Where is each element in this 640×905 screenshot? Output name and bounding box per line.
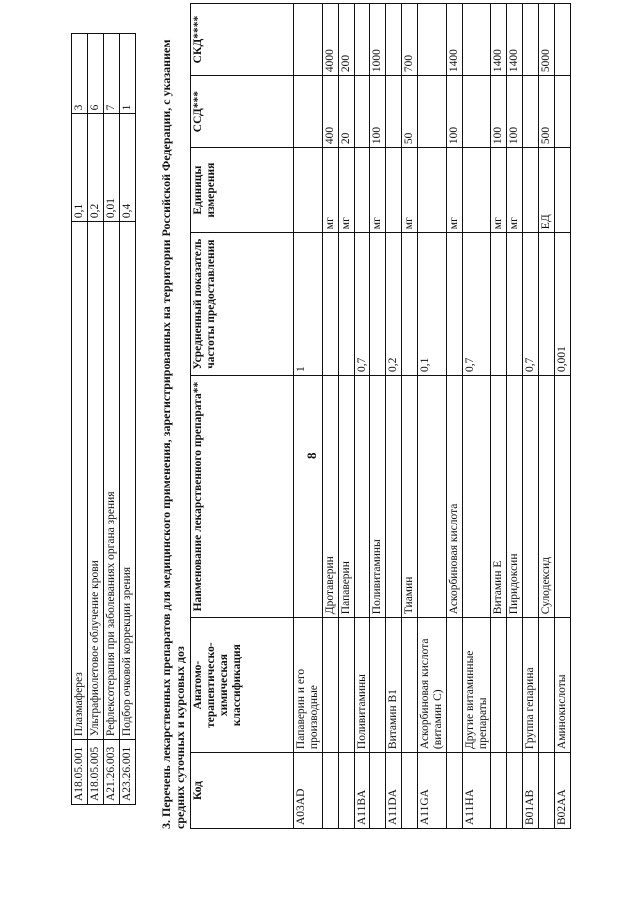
drug-code-empty (491, 753, 507, 829)
drug-atc-empty (322, 618, 338, 753)
group-frequency: 1 (294, 233, 323, 376)
group-code: B02AA (554, 753, 570, 829)
drug-code-empty (539, 753, 555, 829)
drug-skd: 1000 (370, 4, 386, 76)
drug-code-empty (507, 753, 523, 829)
service-frequency: 0,4 (119, 114, 135, 222)
group-ssd-empty (554, 76, 570, 148)
drug-name: Сулодексид (539, 375, 555, 617)
drug-atc-empty (370, 618, 386, 753)
service-row (103, 34, 119, 805)
group-code: A03AD (294, 753, 323, 829)
service-name: Рефлексотерапия при заболеваниях органа зрения (103, 222, 119, 740)
group-atc: Витамин В1 (386, 618, 402, 753)
group-skd-empty (354, 4, 370, 76)
drug-atc-empty (402, 618, 418, 753)
group-unit-empty (354, 148, 370, 233)
group-drug-empty (554, 375, 570, 617)
group-atc: Аскорбиновая кислота (витамин С) (418, 618, 447, 753)
drug-frequency-empty (370, 233, 386, 376)
drug-group-row (386, 4, 402, 829)
page-number: 8 (304, 452, 319, 459)
service-count: 3 (72, 34, 88, 114)
drug-unit: мг (370, 148, 386, 233)
drug-atc-empty (446, 618, 462, 753)
group-drug-empty (354, 375, 370, 617)
group-code: A11BA (354, 753, 370, 829)
group-frequency: 0,001 (554, 233, 570, 376)
section-heading: 3. Перечень лекарственных препаратов для медицинского применения, зарегистрированных на территории Российской Федерации, с указанием средних суточных и курсовых доз (159, 39, 187, 829)
group-unit-empty (418, 148, 447, 233)
service-name: Ультрафиолетовое облучение крови (87, 222, 103, 740)
drug-group-row (294, 4, 323, 829)
drug-code-empty (446, 753, 462, 829)
service-name: Подбор очковой коррекции зрения (119, 222, 135, 740)
drug-code-empty (322, 753, 338, 829)
group-skd-empty (386, 4, 402, 76)
service-name: Плазмаферез (72, 222, 88, 740)
header-skd: СКД**** (191, 4, 294, 76)
drug-ssd: 20 (338, 76, 354, 148)
drug-ssd: 50 (402, 76, 418, 148)
drug-skd: 4000 (322, 4, 338, 76)
group-ssd-empty (354, 76, 370, 148)
drug-skd: 1400 (491, 4, 507, 76)
group-atc: Другие витаминные препараты (462, 618, 491, 753)
drug-name: Витамин Е (491, 375, 507, 617)
group-unit-empty (294, 148, 323, 233)
group-unit-empty (523, 148, 539, 233)
group-drug-empty (418, 375, 447, 617)
group-unit-empty (462, 148, 491, 233)
drug-name: Дротаверин (322, 375, 338, 617)
drug-ssd: 400 (322, 76, 338, 148)
service-code: A23.26.001 (119, 740, 135, 805)
drug-ssd: 100 (507, 76, 523, 148)
group-atc: Поливитамины (354, 618, 370, 753)
group-skd-empty (523, 4, 539, 76)
drug-group-row (523, 4, 539, 829)
drugs-table-header (191, 4, 294, 829)
drug-group-row (418, 4, 447, 829)
drug-frequency-empty (491, 233, 507, 376)
service-row (119, 34, 135, 805)
drug-ssd: 100 (491, 76, 507, 148)
drug-name: Поливитамины (370, 375, 386, 617)
drug-unit: мг (446, 148, 462, 233)
header-code: Код (191, 753, 294, 829)
drug-unit: мг (507, 148, 523, 233)
group-ssd-empty (386, 76, 402, 148)
drug-atc-empty (539, 618, 555, 753)
group-code: A11DA (386, 753, 402, 829)
group-code: B01AB (523, 753, 539, 829)
group-atc: Папаверин и его производные (294, 618, 323, 753)
group-code: A11GA (418, 753, 447, 829)
drugs-table (190, 3, 571, 829)
drug-ssd: 100 (370, 76, 386, 148)
group-unit-empty (554, 148, 570, 233)
header-frequency: Усредненный показатель частоты предоставления (191, 233, 294, 376)
drug-row (402, 4, 418, 829)
drug-name: Аскорбиновая кислота (446, 375, 462, 617)
drug-code-empty (370, 753, 386, 829)
drug-skd: 1400 (507, 4, 523, 76)
group-unit-empty (386, 148, 402, 233)
drug-name: Тиамин (402, 375, 418, 617)
service-row (72, 34, 88, 805)
group-skd-empty (462, 4, 491, 76)
drug-group-row (554, 4, 570, 829)
group-drug-empty (386, 375, 402, 617)
group-drug-empty (462, 375, 491, 617)
drug-name: Пиридоксин (507, 375, 523, 617)
drug-unit: ЕД (539, 148, 555, 233)
service-code: A21.26.003 (103, 740, 119, 805)
drug-frequency-empty (402, 233, 418, 376)
drug-unit: мг (402, 148, 418, 233)
drug-skd: 200 (338, 4, 354, 76)
services-table (71, 33, 136, 805)
group-frequency: 0,7 (462, 233, 491, 376)
drug-frequency-empty (539, 233, 555, 376)
group-drug-empty (523, 375, 539, 617)
service-count: 7 (103, 34, 119, 114)
header-unit: Единицы измерения (191, 148, 294, 233)
service-row (87, 34, 103, 805)
drug-frequency-empty (446, 233, 462, 376)
group-atc: Группа гепарина (523, 618, 539, 753)
group-ssd-empty (294, 76, 323, 148)
group-ssd-empty (418, 76, 447, 148)
group-skd-empty (294, 4, 323, 76)
drug-unit: мг (491, 148, 507, 233)
drug-code-empty (402, 753, 418, 829)
drug-name: Папаверин (338, 375, 354, 617)
group-atc: Аминокислоты (554, 618, 570, 753)
drug-row (446, 4, 462, 829)
header-drug: Наименование лекарственного препарата** (191, 375, 294, 617)
drug-atc-empty (338, 618, 354, 753)
group-frequency: 0,7 (354, 233, 370, 376)
service-frequency: 0,2 (87, 114, 103, 222)
group-ssd-empty (523, 76, 539, 148)
group-drug-empty (294, 375, 323, 617)
group-frequency: 0,7 (523, 233, 539, 376)
drug-ssd: 500 (539, 76, 555, 148)
drug-row (491, 4, 507, 829)
drug-unit: мг (322, 148, 338, 233)
drug-group-row (354, 4, 370, 829)
drug-row (338, 4, 354, 829)
drug-row (322, 4, 338, 829)
drug-frequency-empty (322, 233, 338, 376)
service-frequency: 0,1 (72, 114, 88, 222)
drug-atc-empty (507, 618, 523, 753)
group-frequency: 0,2 (386, 233, 402, 376)
drug-row (370, 4, 386, 829)
header-atc: Анатомо-терапевтическо-химическая классификация (191, 618, 294, 753)
drug-skd: 5000 (539, 4, 555, 76)
header-ssd: ССД*** (191, 76, 294, 148)
group-frequency: 0,1 (418, 233, 447, 376)
group-skd-empty (418, 4, 447, 76)
service-code: A18.05.001 (72, 740, 88, 805)
drug-code-empty (338, 753, 354, 829)
drug-ssd: 100 (446, 76, 462, 148)
drug-skd: 700 (402, 4, 418, 76)
group-skd-empty (554, 4, 570, 76)
service-count: 1 (119, 34, 135, 114)
drug-group-row (462, 4, 491, 829)
service-count: 6 (87, 34, 103, 114)
drug-atc-empty (491, 618, 507, 753)
service-code: A18.05.005 (87, 740, 103, 805)
drug-skd: 1400 (446, 4, 462, 76)
drug-frequency-empty (507, 233, 523, 376)
drug-unit: мг (338, 148, 354, 233)
drug-frequency-empty (338, 233, 354, 376)
drug-row (507, 4, 523, 829)
service-frequency: 0,01 (103, 114, 119, 222)
drug-row (539, 4, 555, 829)
group-code: A11HA (462, 753, 491, 829)
group-ssd-empty (462, 76, 491, 148)
